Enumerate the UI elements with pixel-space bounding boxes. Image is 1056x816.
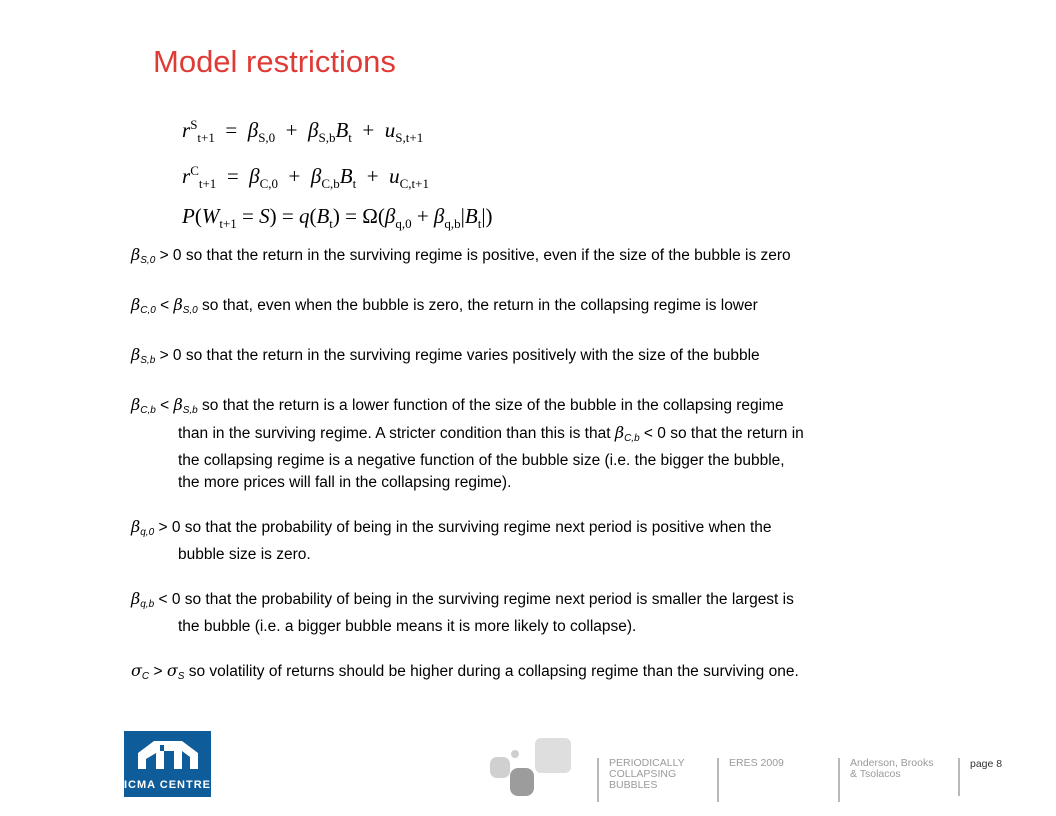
restriction-item: $\beta_{q,0} > 0$ so that the probability of being in the surviving regime next period is positive when the bubble size is zero. bbox=[131, 517, 772, 563]
restrictions-list bbox=[131, 244, 991, 710]
restriction-item: $\beta_{q,b} < 0$ so that the probability of being in the surviving regime next period is smaller the largest is the bubble (i.e. a bigger bubble means it is more likely to collapse). bbox=[131, 589, 794, 635]
restriction-item: $\beta_{C,0} < \beta_{S,0}$ so that, even when the bubble is zero, the return in the collapsing regime is lower bbox=[131, 295, 758, 316]
equation-collapsing: $r^C_{t+1} = \beta_{C,0} + \beta_{C,b}B_t + u_{C,t+1}$ bbox=[182, 163, 429, 192]
restriction-item: $\beta_{S,b} > 0$ so that the return in the surviving regime varies positively with the size of the bubble bbox=[131, 345, 760, 366]
footer-title: PERIODICALLY COLLAPSING BUBBLES bbox=[597, 758, 717, 802]
restriction-item: $\sigma_C > \sigma_S$ so volatility of returns should be higher during a collapsing regime than the surviving one. bbox=[131, 661, 799, 682]
model-equations bbox=[182, 108, 602, 241]
decorative-shapes bbox=[490, 738, 572, 798]
slide-title: Model restrictions bbox=[153, 44, 396, 79]
footer-authors: Anderson, Brooks & Tsolacos bbox=[838, 758, 958, 802]
equation-surviving: $r^S_{t+1} = \beta_{S,0} + \beta_{S,b}B_t + u_{S,t+1}$ bbox=[182, 117, 424, 146]
page-number: page 8 bbox=[958, 758, 1002, 796]
equation-probability: $P(W_{t+1} = S) = q(B_t) = \Omega(\beta_{q,0} + \beta_{q,b}|B_t|)$ bbox=[182, 204, 493, 232]
restriction-item: $\beta_{C,b} < \beta_{S,b}$ so that the return is a lower function of the size of the bubble in the collapsing regime than in the surviving regime. A stricter condition than this is that $\beta_{C,b} < 0$ so that the return in the collapsing regime is a negative function of the bubble size (i.e. the bigger the bubble, the more prices will fall in the collapsing regime). bbox=[131, 395, 804, 491]
footer-conference: ERES 2009 bbox=[717, 758, 837, 802]
icma-centre-logo bbox=[124, 731, 211, 797]
logo-text: ICMA CENTRE bbox=[124, 779, 211, 791]
restriction-item: $\beta_{S,0} > 0$ so that the return in the surviving regime is positive, even if the size of the bubble is zero bbox=[131, 245, 791, 266]
